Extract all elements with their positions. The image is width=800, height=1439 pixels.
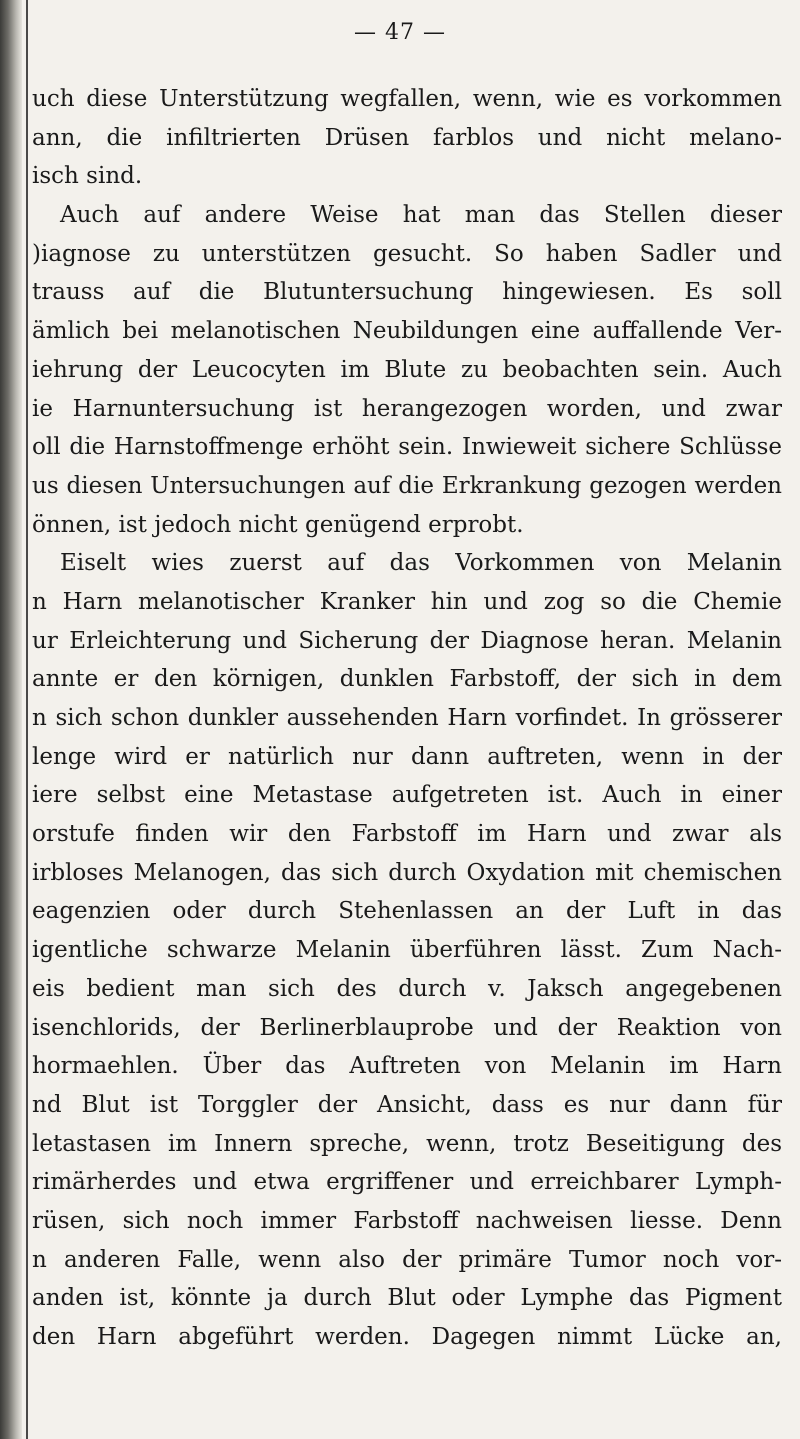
text-line: trauss auf die Blutuntersuchung hingewiesen. Es soll — [32, 279, 782, 306]
text-line: ur Erleichterung und Sicherung der Diagnose heran. Melanin — [32, 627, 782, 654]
text-line: n anderen Falle, wenn also der primäre Tumor noch vor- — [32, 1246, 782, 1273]
text-line: Auch auf andere Weise hat man das Stellen dieser — [60, 202, 782, 229]
text-line: ann, die infiltrierten Drüsen farblos und nicht melano- — [32, 124, 782, 151]
text-line: eagenzien oder durch Stehenlassen an der Luft in das — [32, 898, 782, 925]
text-line: Eiselt wies zuerst auf das Vorkommen von Melanin — [60, 550, 782, 577]
binding-edge — [26, 0, 28, 1439]
text-line: ie Harnuntersuchung ist herangezogen worden, und zwar — [32, 395, 782, 422]
text-line: annte er den körnigen, dunklen Farbstoff, der sich in dem — [32, 666, 782, 693]
text-line: uch diese Unterstützung wegfallen, wenn, wie es vorkommen — [32, 86, 782, 112]
page-gutter-shadow — [0, 0, 22, 1439]
text-line: önnen, ist jedoch nicht genügend erprobt. — [32, 511, 524, 538]
text-line: rimärherdes und etwa ergriffener und erreichbarer Lymph- — [32, 1169, 782, 1196]
text-line: iehrung der Leucocyten im Blute zu beobachten sein. Auch — [32, 356, 782, 383]
body-text — [32, 80, 782, 1357]
text-line: irbloses Melanogen, das sich durch Oxydation mit chemischen — [32, 859, 782, 886]
text-line: us diesen Untersuchungen auf die Erkrankung gezogen werden — [32, 472, 782, 499]
text-line: anden ist, könnte ja durch Blut oder Lymphe das Pigment — [32, 1285, 782, 1312]
text-line: isch sind. — [32, 163, 143, 190]
text-line: iere selbst eine Metastase aufgetreten ist. Auch in einer — [32, 782, 782, 809]
text-line: n Harn melanotischer Kranker hin und zog so die Chemie — [32, 588, 782, 615]
text-line: lenge wird er natürlich nur dann auftreten, wenn in der — [32, 743, 782, 770]
text-line: n sich schon dunkler aussehenden Harn vorfindet. In grösserer — [32, 705, 782, 731]
text-line: rüsen, sich noch immer Farbstoff nachweisen liesse. Denn — [32, 1207, 782, 1234]
text-line: hormaehlen. Über das Auftreten von Melanin im Harn — [32, 1053, 782, 1080]
text-line: eis bedient man sich des durch v. Jaksch angegebenen — [32, 975, 782, 1002]
text-line: letastasen im Innern spreche, wenn, trotz Beseitigung des — [32, 1130, 782, 1157]
text-line: igentliche schwarze Melanin überführen lässt. Zum Nach- — [32, 937, 782, 964]
page-number: — 47 — — [354, 20, 446, 45]
text-line: orstufe finden wir den Farbstoff im Harn und zwar als — [32, 821, 782, 848]
text-line: oll die Harnstoffmenge erhöht sein. Inwieweit sichere Schlüsse — [32, 434, 782, 461]
text-line: isenchlorids, der Berlinerblauprobe und der Reaktion von — [32, 1014, 782, 1041]
text-line: nd Blut ist Torggler der Ansicht, dass es nur dann für — [32, 1091, 782, 1118]
text-line: ämlich bei melanotischen Neubildungen eine auffallende Ver- — [32, 318, 782, 345]
text-line: )iagnose zu unterstützen gesucht. So haben Sadler und — [32, 240, 782, 267]
text-line: den Harn abgeführt werden. Dagegen nimmt Lücke an, — [32, 1324, 782, 1350]
